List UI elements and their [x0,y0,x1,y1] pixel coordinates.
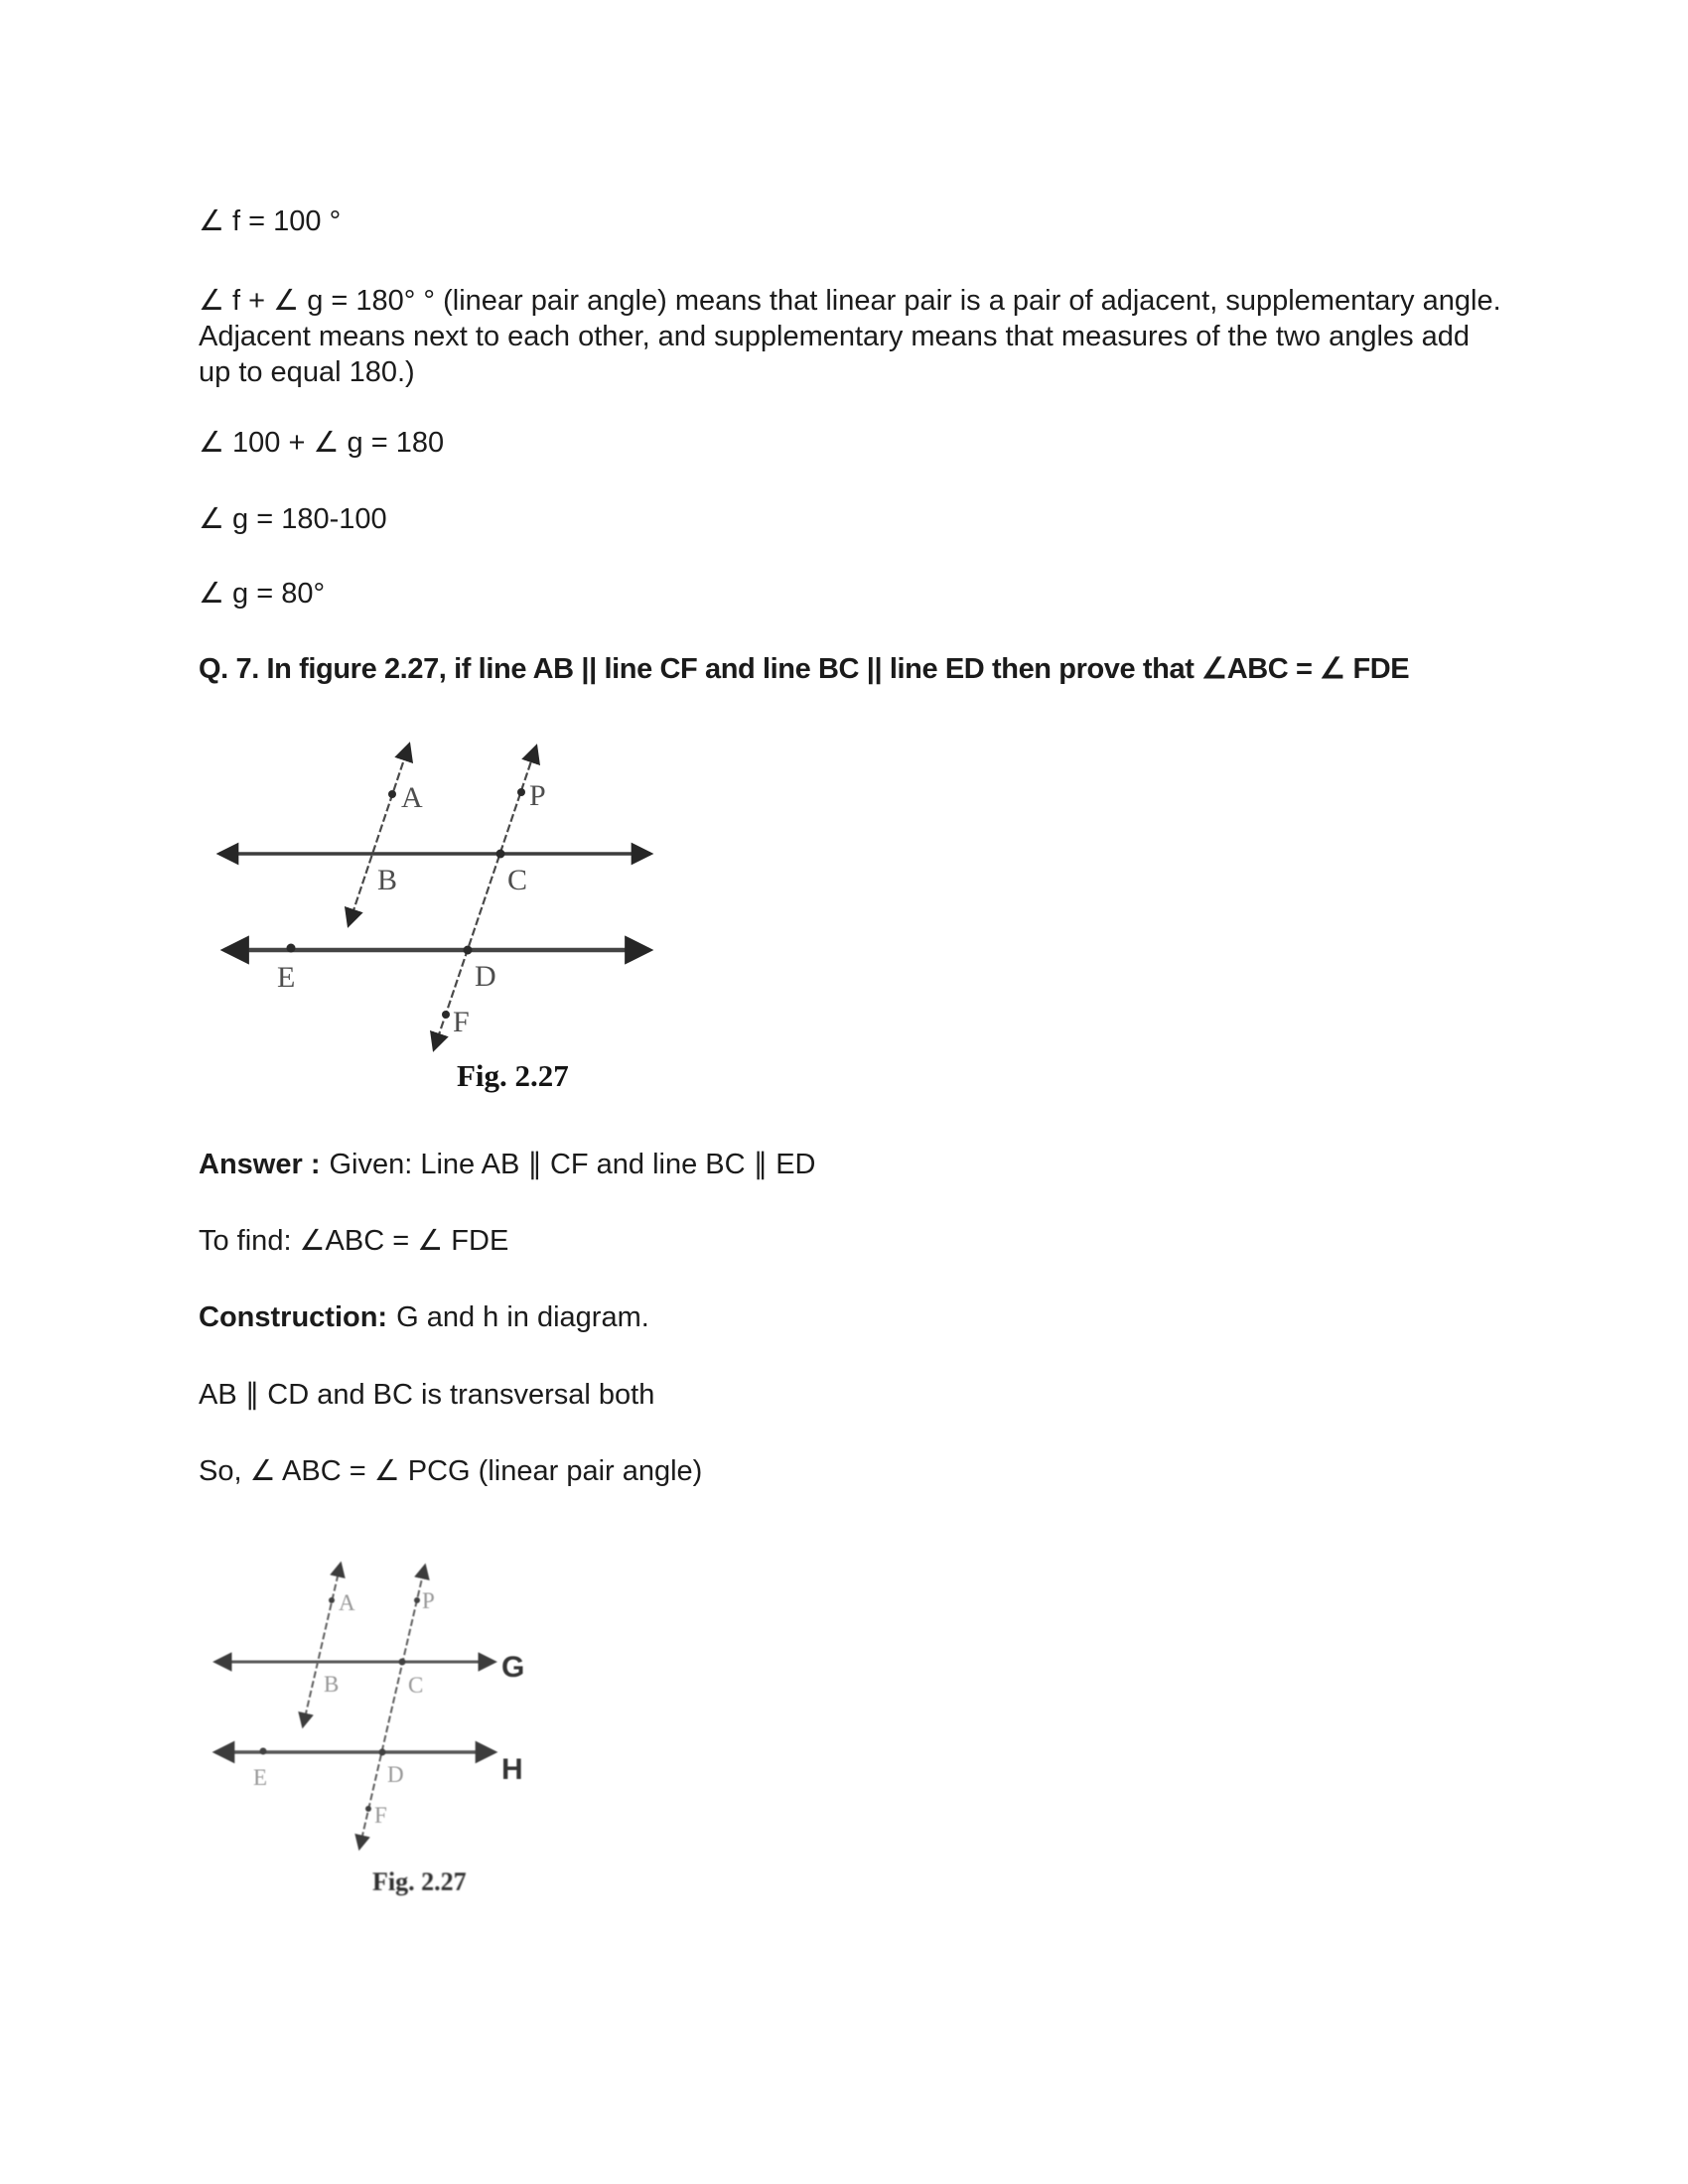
page-content [199,199,1519,1899]
question-q7-text: Q. 7. In figure 2.27, if line AB || line CF and line BC || line ED then prove that ∠ABC = ∠ FDE [199,653,1410,685]
point-dot-c-2 [399,1659,406,1666]
point-dot-c [496,850,505,859]
label-point-e-2: E [253,1765,268,1790]
label-point-b-2: B [324,1672,340,1697]
answer-line [199,1147,1519,1182]
answer-given-text: Given: Line AB ∥ CF and line BC ∥ ED [329,1149,816,1180]
figure-2-27-first [204,712,1519,1096]
label-point-g: G [501,1651,525,1684]
to-find-line: To find: ∠ABC = ∠ FDE [199,1225,509,1257]
construction-label: Construction: [199,1301,388,1333]
solution-paragraph: ∠ f + ∠ g = 180° ° (linear pair angle) means that linear pair is a pair of adjacent, supplementary angle. Adjacent means next to each other, and supplementary means that measures of the two angles add up to equal 180.) [199,285,1501,388]
label-point-c-2: C [408,1673,424,1698]
point-dot-p-2 [414,1597,420,1603]
figure-caption-2: Fig. 2.27 [372,1867,467,1896]
point-dot-p [517,788,525,796]
point-dot-d-2 [379,1749,386,1756]
label-point-a-2: A [339,1590,355,1615]
point-dot-e [287,944,296,953]
label-point-a: A [401,781,423,814]
parallel-lines-diagram-1 [204,712,675,1054]
figure-caption-1: Fig. 2.27 [457,1058,569,1093]
label-point-f: F [453,1006,470,1038]
label-point-p: P [529,779,546,812]
label-point-p-2: P [422,1588,435,1613]
construction-text: G and h in diagram. [396,1301,649,1333]
solution-step-sum: ∠ 100 + ∠ g = 180 [199,427,445,459]
label-point-d-2: D [387,1762,404,1787]
label-point-c: C [507,864,528,896]
point-dot-f-2 [365,1806,371,1812]
solution-step-g: ∠ g = 80° [199,578,326,610]
point-dot-d [464,946,473,955]
label-point-h: H [501,1753,523,1786]
point-dot-e-2 [260,1748,267,1755]
parallel-lines-diagram-2 [194,1541,556,1863]
construction-line [199,1299,1519,1335]
transversal-line-ab-2 [303,1564,341,1726]
label-point-f-2: F [374,1803,387,1828]
point-dot-a-2 [329,1597,335,1603]
transversal-statement-line: AB ∥ CD and BC is transversal both [199,1379,655,1411]
label-point-d: D [475,960,496,993]
solution-step-sub: ∠ g = 180-100 [199,503,387,535]
point-dot-f [442,1011,450,1019]
transversal-line-ab [349,745,409,925]
solution-step-f: ∠ f = 100 ° [199,205,342,237]
point-dot-a [388,790,396,798]
conclusion-line: So, ∠ ABC = ∠ PCG (linear pair angle) [199,1455,703,1487]
answer-label: Answer : [199,1149,321,1180]
figure-2-27-second [194,1541,1519,1899]
label-point-b: B [377,864,398,896]
label-point-e: E [277,961,296,994]
